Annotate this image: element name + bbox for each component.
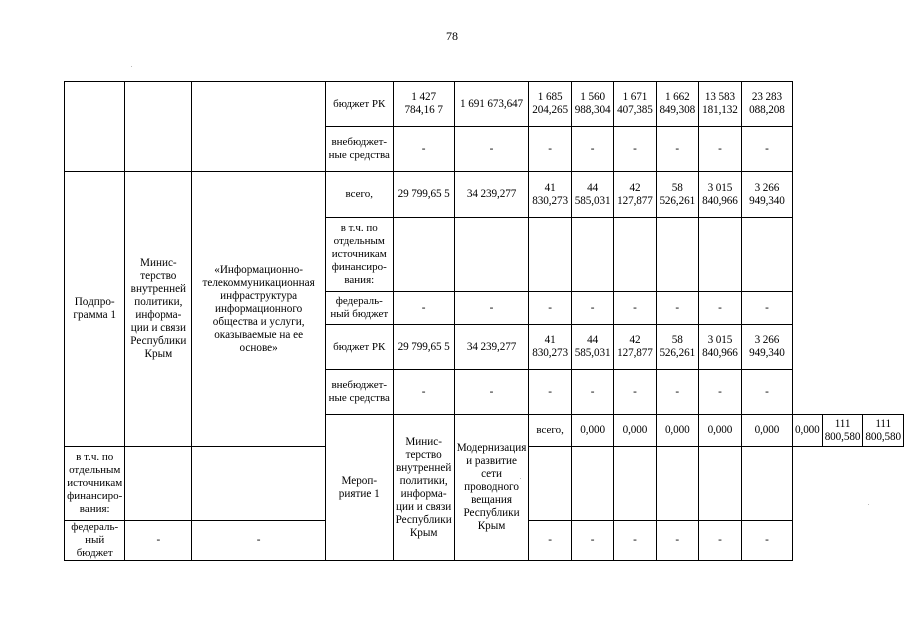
empty-cell: [529, 218, 572, 292]
value-cell: 42 127,877: [614, 325, 656, 370]
empty-cell: [393, 218, 454, 292]
dash-cell: -: [741, 292, 792, 325]
value-cell: 34 239,277: [454, 325, 529, 370]
source-label: в т.ч. по отдельным источникам финансиро-вания:: [325, 218, 393, 292]
value-cell: 13 583 181,132: [699, 82, 742, 127]
dash-cell: -: [656, 370, 699, 415]
value-cell: 58 526,261: [656, 172, 699, 218]
value-cell: 3 266 949,340: [741, 172, 792, 218]
dash-cell: -: [571, 521, 614, 561]
value-cell: 23 283 088,208: [741, 82, 792, 127]
dash-cell: -: [529, 127, 572, 172]
dash-cell: -: [393, 127, 454, 172]
empty-cell: [125, 447, 192, 521]
scan-speck: [868, 504, 869, 505]
dash-cell: -: [571, 127, 614, 172]
source-label: бюджет РК: [325, 82, 393, 127]
empty-cell: [65, 82, 125, 172]
source-label: внебюджет-ные средства: [325, 370, 393, 415]
source-label: федераль-ный бюджет: [65, 521, 125, 561]
value-cell: 42 127,877: [614, 172, 656, 218]
source-label: бюджет РК: [325, 325, 393, 370]
dash-cell: -: [699, 521, 742, 561]
subprogram-name: Подпро-грамма 1: [65, 172, 125, 447]
dash-cell: -: [125, 521, 192, 561]
value-cell: 3 015 840,966: [699, 325, 742, 370]
dash-cell: -: [454, 292, 529, 325]
value-cell: 1 662 849,308: [656, 82, 699, 127]
empty-cell: [741, 447, 792, 521]
value-cell: 1 427 784,16 7: [393, 82, 454, 127]
value-cell: 29 799,65 5: [393, 172, 454, 218]
measure-name: Мероп-риятие 1: [325, 415, 393, 561]
dash-cell: -: [741, 370, 792, 415]
subprogram-executor: Минис-терство внутренней политики, информа-ции и связи Республики Крым: [125, 172, 192, 447]
empty-cell: [656, 218, 699, 292]
dash-cell: -: [699, 292, 742, 325]
value-cell: 29 799,65 5: [393, 325, 454, 370]
empty-cell: [614, 447, 656, 521]
source-label: в т.ч. по отдельным источникам финансиро-вания:: [65, 447, 125, 521]
source-label: федераль-ный бюджет: [325, 292, 393, 325]
value-cell: 3 266 949,340: [741, 325, 792, 370]
empty-cell: [699, 447, 742, 521]
dash-cell: -: [614, 370, 656, 415]
value-cell: 58 526,261: [656, 325, 699, 370]
value-cell: 3 015 840,966: [699, 172, 742, 218]
value-cell: 0,000: [793, 415, 823, 447]
scan-speck: [520, 478, 521, 479]
value-cell: 1 691 673,647: [454, 82, 529, 127]
empty-cell: [741, 218, 792, 292]
dash-cell: -: [529, 292, 572, 325]
value-cell: 0,000: [614, 415, 656, 447]
value-cell: 0,000: [741, 415, 792, 447]
empty-cell: [614, 218, 656, 292]
dash-cell: -: [656, 521, 699, 561]
dash-cell: -: [393, 370, 454, 415]
empty-cell: [192, 82, 326, 172]
empty-cell: [192, 447, 326, 521]
value-cell: 0,000: [699, 415, 742, 447]
scan-speck: [131, 66, 132, 67]
empty-cell: [571, 447, 614, 521]
dash-cell: -: [393, 292, 454, 325]
value-cell: 41 830,273: [529, 172, 572, 218]
empty-cell: [571, 218, 614, 292]
value-cell: 1 560 988,304: [571, 82, 614, 127]
value-cell: 34 239,277: [454, 172, 529, 218]
value-cell: 1 671 407,385: [614, 82, 656, 127]
empty-cell: [454, 218, 529, 292]
dash-cell: -: [741, 127, 792, 172]
table-row: [65, 82, 904, 127]
value-cell: 0,000: [571, 415, 614, 447]
dash-cell: -: [656, 127, 699, 172]
source-label: внебюджет-ные средства: [325, 127, 393, 172]
dash-cell: -: [699, 370, 742, 415]
empty-cell: [529, 447, 572, 521]
empty-cell: [699, 218, 742, 292]
page-number: 78: [446, 29, 458, 43]
dash-cell: -: [529, 370, 572, 415]
dash-cell: -: [614, 292, 656, 325]
value-cell: 111 800,580: [863, 415, 904, 447]
value-cell: 44 585,031: [571, 325, 614, 370]
dash-cell: -: [614, 127, 656, 172]
dash-cell: -: [454, 370, 529, 415]
value-cell: 41 830,273: [529, 325, 572, 370]
value-cell: 111 800,580: [822, 415, 863, 447]
source-label: всего,: [325, 172, 393, 218]
subprogram-title: «Информационно-телекоммуникационная инфраструктура информационного общества и услуги, оказываемые на ее основе»: [192, 172, 326, 447]
dash-cell: -: [571, 370, 614, 415]
empty-cell: [656, 447, 699, 521]
dash-cell: -: [699, 127, 742, 172]
measure-title: Модернизация и развитие сети проводного вещания Республики Крым: [454, 415, 529, 561]
value-cell: 1 685 204,265: [529, 82, 572, 127]
dash-cell: -: [454, 127, 529, 172]
dash-cell: -: [529, 521, 572, 561]
value-cell: 0,000: [656, 415, 699, 447]
source-label: всего,: [529, 415, 572, 447]
dash-cell: -: [614, 521, 656, 561]
empty-cell: [125, 82, 192, 172]
measure-executor: Минис-терство внутренней политики, информа-ции и связи Республики Крым: [393, 415, 454, 561]
dash-cell: -: [741, 521, 792, 561]
value-cell: 44 585,031: [571, 172, 614, 218]
dash-cell: -: [192, 521, 326, 561]
dash-cell: -: [656, 292, 699, 325]
dash-cell: -: [571, 292, 614, 325]
budget-table: [64, 81, 904, 561]
table-row: [65, 172, 904, 218]
